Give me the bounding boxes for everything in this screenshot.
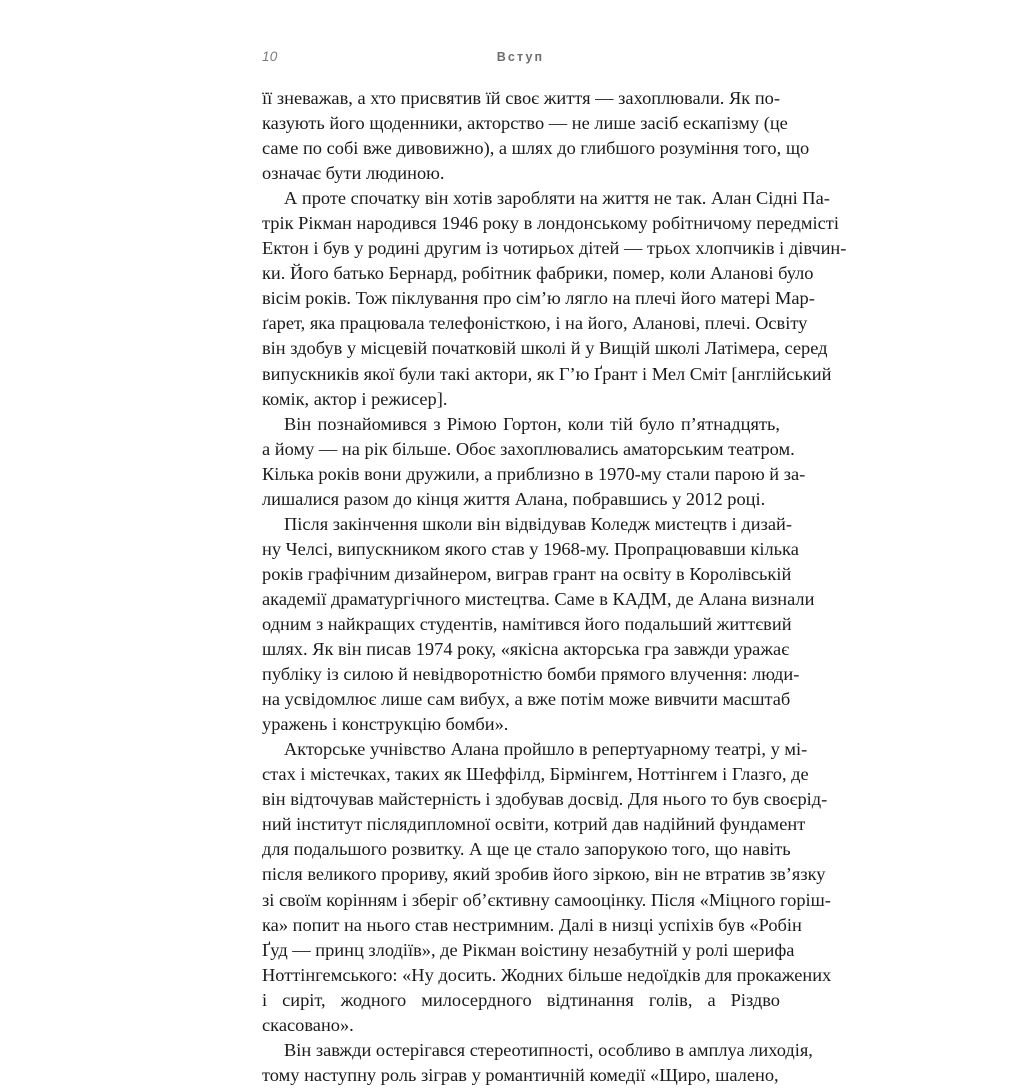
text-line: Ноттінгемського: «Ну досить. Жодних більше недоїдків для прокажених xyxy=(262,964,832,985)
text-line: він відточував майстерність і здобував досвід. Для нього то був своєрід- xyxy=(262,789,828,810)
text-line: стах і містечках, таких як Шеффілд, Бірмінгем, Ноттінгем і Глазго, де xyxy=(262,764,809,785)
text-line: Він завжди остерігався стереотипності, особливо в амплуа лиходія, xyxy=(284,1039,813,1060)
text-line: ну Челсі, випускником якого став у 1968-му. Пропрацювавши кілька xyxy=(262,538,799,559)
text-line: лишалися разом до кінця життя Алана, побравшись у 2012 році. xyxy=(262,488,766,509)
text-line: ка» попит на нього став нестримним. Далі в низці успіхів був «Робін xyxy=(262,914,802,935)
text-line: випускників якої були такі актори, як Г’ю Ґрант і Мел Сміт [англійський xyxy=(262,363,832,384)
text-line: ки. Його батько Бернард, робітник фабрики, помер, коли Алановi було xyxy=(262,263,814,284)
text-line: Після закінчення школи він відвідував Коледж мистецтв і дизай- xyxy=(284,513,792,534)
text-line: Акторське учнівство Алана пройшло в репертуарному театрі, у мі- xyxy=(284,739,808,760)
paragraph xyxy=(262,1038,813,1088)
text-line: одним з найкращих студентів, намітився його подальший життєвий xyxy=(262,613,792,634)
text-line: Ектон і був у родині другим із чотирьох дітей — трьох хлопчиків і дівчин- xyxy=(262,238,847,259)
text-line: А проте спочатку він хотів заробляти на життя не так. Алан Сідні Па- xyxy=(284,188,830,209)
running-head xyxy=(262,46,779,68)
text-line: для подальшого розвитку. А ще це стало запорукою того, що навіть xyxy=(262,839,791,860)
text-line: на усвідомлює лише сам вибух, а вже потім може вивчити масштаб xyxy=(262,689,791,710)
text-line: років графічним дизайнером, виграв грант на освіту в Королівській xyxy=(262,563,792,584)
text-line: публіку із силою й невідворотністю бомби прямого влучення: люди- xyxy=(262,664,800,685)
text-line: вісім років. Тож піклування про сім’ю лягло на плечі його матері Мар- xyxy=(262,288,815,309)
body-text-block xyxy=(262,86,847,1088)
text-line: уражень і конструкцію бомби». xyxy=(262,714,509,735)
text-line: Ґуд — принц злодіїв», де Рікман воістину незабутній у ролі шерифа xyxy=(262,939,795,960)
text-line: після великого прориву, який зробив його зіркою, він не втратив зв’язку xyxy=(262,864,826,885)
paragraph xyxy=(262,737,832,1038)
text-line: академії драматургічного мистецтва. Саме в КАДМ, де Алана визнали xyxy=(262,588,815,609)
text-line: а йому — на рік більше. Обоє захоплювались аматорським театром. xyxy=(262,438,795,459)
text-line: тому наступну роль зіграв у романтичній комедії «Щиро, шалено, xyxy=(262,1064,779,1085)
text-line: трік Рікман народився 1946 року в лондонському робітничому передмісті xyxy=(262,213,839,234)
text-line: Кілька років вони дружили, а приблизно в 1970-му стали парою й за- xyxy=(262,463,806,484)
paragraph xyxy=(262,86,810,186)
text-line: Він познайомився з Рімою Гортон, коли тій було п’ятнадцять, xyxy=(284,413,780,434)
text-line: комік, актор і режисер]. xyxy=(262,388,448,409)
text-line: він здобув у місцевій початковій школі й у Вищій школі Латімера, серед xyxy=(262,338,828,359)
chapter-title: Вступ xyxy=(496,50,545,64)
text-line: її зневажав, а хто присвятив їй своє життя — захоплювали. Як по- xyxy=(262,88,780,108)
text-line: і сиріт, жодного милосердного відтинання голів, а Різдво скасовано». xyxy=(262,989,780,1035)
text-line: зі своїм корінням і зберіг об’єктивну самооцінку. Після «Міцного горіш- xyxy=(262,889,831,910)
text-line: ний інститут післядипломної освіти, котрий дав надійний фундамент xyxy=(262,814,806,835)
text-line: шлях. Як він писав 1974 року, «якісна акторська гра завжди уражає xyxy=(262,639,790,660)
page-number: 10 xyxy=(262,49,278,64)
paragraph xyxy=(262,186,847,411)
text-line: означає бути людиною. xyxy=(262,163,445,184)
text-line: саме по собі вже дивовижно), а шлях до глибшого розуміння того, що xyxy=(262,138,810,159)
paragraph xyxy=(262,412,806,512)
text-line: казують його щоденники, акторство — не лише засіб ескапізму (це xyxy=(262,113,788,134)
text-line: ґарет, яка працювала телефоністкою, і на його, Аланові, плечі. Освіту xyxy=(262,313,808,334)
paragraph xyxy=(262,512,815,737)
